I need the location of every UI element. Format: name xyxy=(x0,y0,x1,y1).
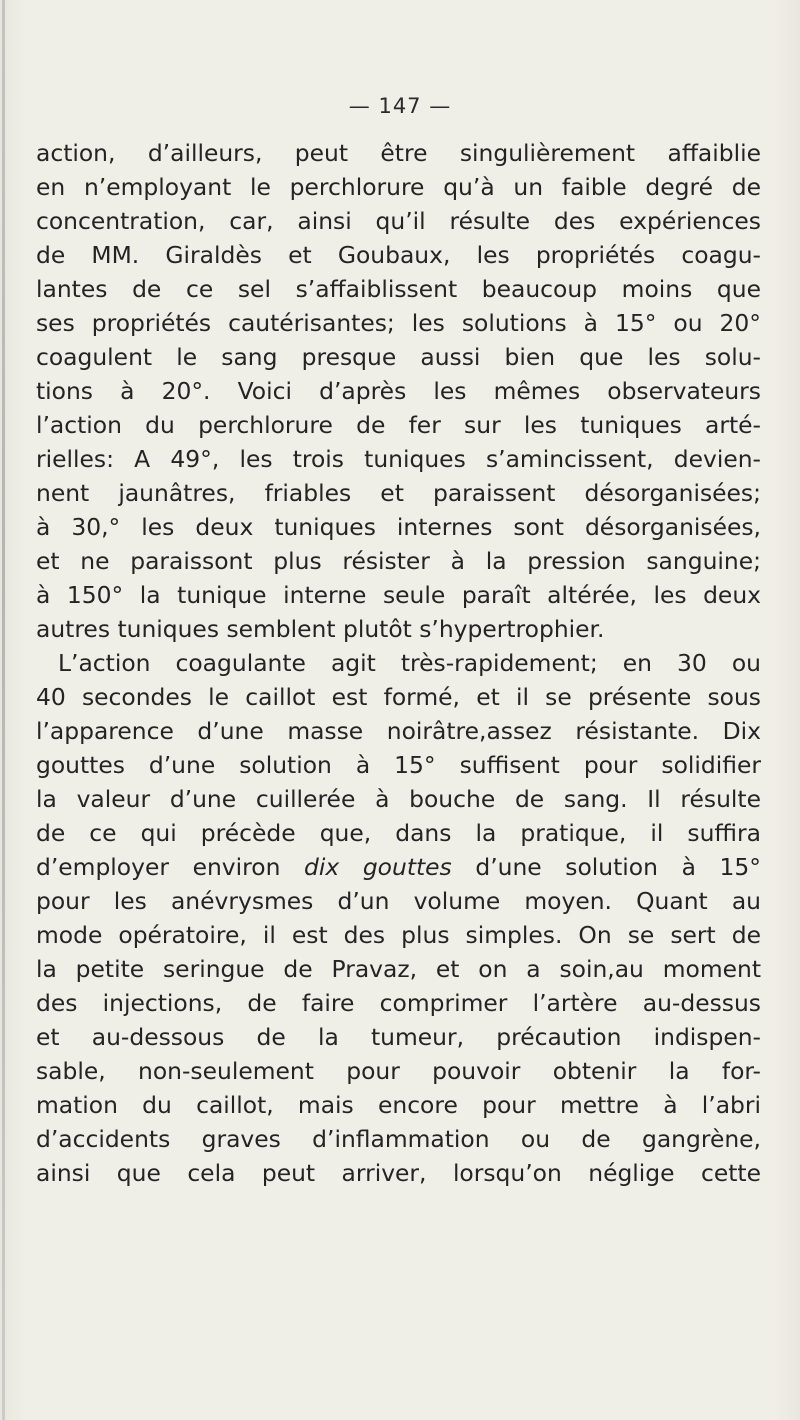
text-line: pour les anévrysmes d’un volume moyen. Quant au xyxy=(36,887,761,915)
text-line: d’accidents graves d’inflammation ou de gangrène, xyxy=(36,1125,761,1153)
text-line: autres tuniques semblent plutôt s’hypertrophier. xyxy=(36,615,605,643)
text-line: l’action du perchlorure de fer sur les tuniques arté- xyxy=(36,411,761,439)
text-run: d’une solution à 15° xyxy=(451,853,761,881)
text-line: ses propriétés cautérisantes; les solutions à 15° ou 20° xyxy=(36,309,761,337)
italic-phrase: dix gouttes xyxy=(304,853,452,881)
text-line: nent jaunâtres, friables et paraissent désorganisées; xyxy=(36,479,761,507)
text-line: l’apparence d’une masse noirâtre,assez résistante. Dix xyxy=(36,717,761,745)
text-line: et au-dessous de la tumeur, précaution indispen- xyxy=(36,1023,761,1051)
text-line: en n’employant le perchlorure qu’à un faible degré de xyxy=(36,173,761,201)
page-number: — 147 — xyxy=(348,94,452,118)
text-line: rielles: A 49°, les trois tuniques s’amincissent, devien- xyxy=(36,445,761,473)
text-line: lantes de ce sel s’affaiblissent beaucoup moins que xyxy=(36,275,761,303)
text-line: concentration, car, ainsi qu’il résulte des expériences xyxy=(36,207,761,235)
text-line: ainsi que cela peut arriver, lorsqu’on néglige cette xyxy=(36,1159,761,1187)
text-line: mation du caillot, mais encore pour mettre à l’abri xyxy=(36,1091,761,1119)
text-line: et ne paraissont plus résister à la pression sanguine; xyxy=(36,547,761,575)
text-line: tions à 20°. Voici d’après les mêmes observateurs xyxy=(36,377,761,405)
binding-edge xyxy=(2,0,5,1420)
text-line: la valeur d’une cuillerée à bouche de sang. Il résulte xyxy=(36,785,761,813)
text-line: de MM. Giraldès et Goubaux, les propriétés coagu- xyxy=(36,241,761,269)
text-line xyxy=(36,852,761,882)
text-line: des injections, de faire comprimer l’artère au-dessus xyxy=(36,989,761,1017)
text-line: 40 secondes le caillot est formé, et il se présente sous xyxy=(36,683,761,711)
text-line: gouttes d’une solution à 15° suffisent pour solidifier xyxy=(36,751,761,779)
text-line: L’action coagulante agit très-rapidement; en 30 ou xyxy=(58,649,761,677)
text-run: d’employer environ xyxy=(36,853,305,881)
text-line: mode opératoire, il est des plus simples. On se sert de xyxy=(36,921,761,949)
text-line: coagulent le sang presque aussi bien que les solu- xyxy=(36,343,761,371)
text-line: sable, non-seulement pour pouvoir obtenir la for- xyxy=(36,1057,761,1085)
text-line: de ce qui précède que, dans la pratique, il suffira xyxy=(36,819,761,847)
text-line: action, d’ailleurs, peut être singulièrement affaiblie xyxy=(36,139,761,167)
text-line: la petite seringue de Pravaz, et on a soin,au moment xyxy=(36,955,761,983)
text-line: à 30,° les deux tuniques internes sont désorganisées, xyxy=(36,513,761,541)
text-line: à 150° la tunique interne seule paraît altérée, les deux xyxy=(36,581,761,609)
